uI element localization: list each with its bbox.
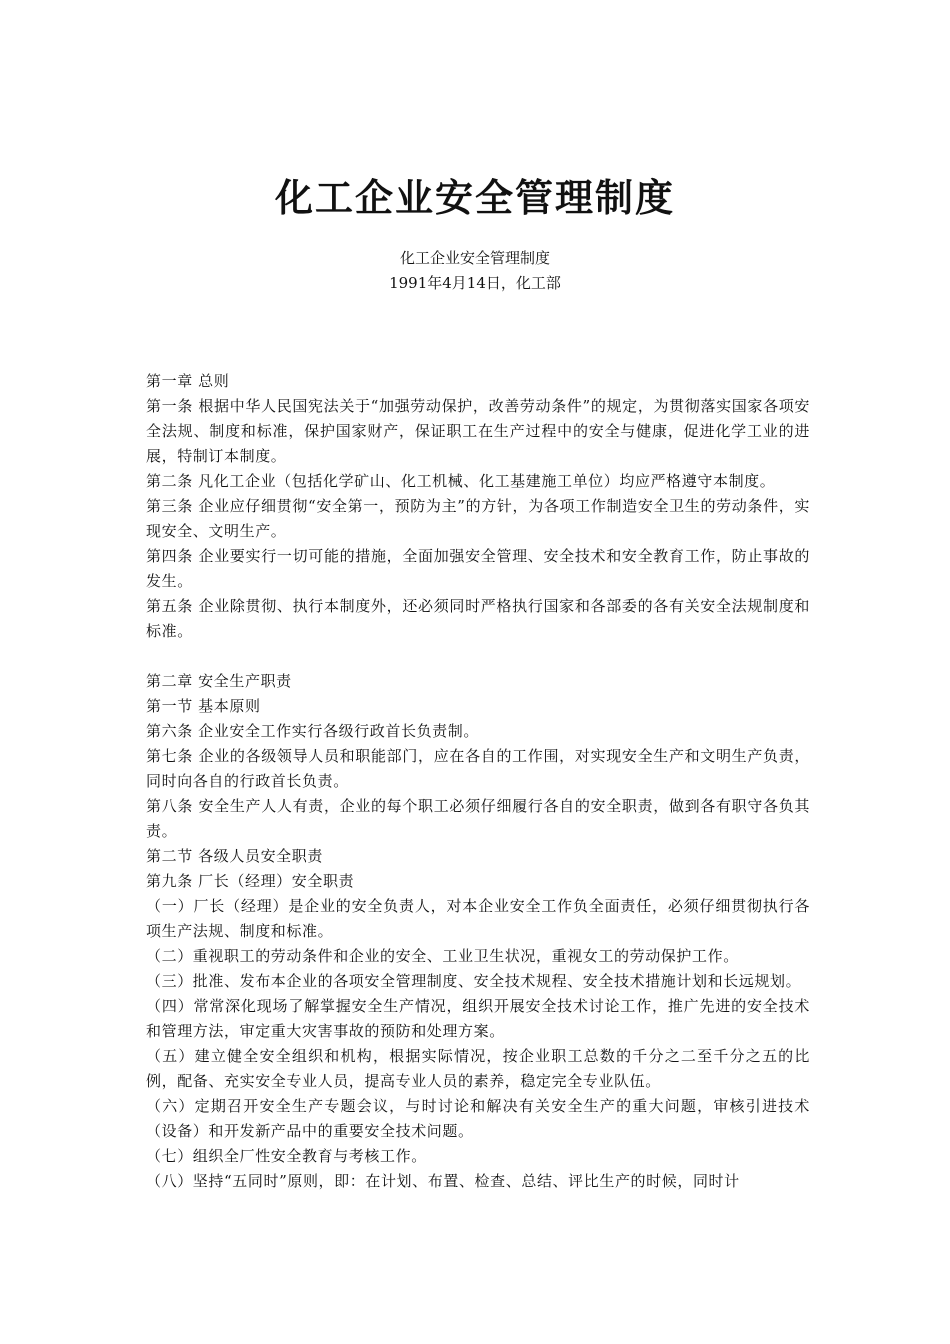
duty-item: （四）常常深化现场了解掌握安全生产情况，组织开展安全技术讨论工作，推广先进的安全技术和管理方法，审定重大灾害事故的预防和处理方案。 [146, 997, 810, 1040]
duty-item: （六）定期召开安全生产专题会议，与时讨论和解决有关安全生产的重大问题，审核引进技术（设备）和开发新产品中的重要安全技术问题。 [146, 1097, 810, 1140]
chapter-heading: 第二章 安全生产职责 [146, 672, 292, 690]
article-paragraph: 第二条 凡化工企业（包括化学矿山、化工机械、化工基建施工单位）均应严格遵守本制度。 [146, 472, 776, 490]
duty-item: （二）重视职工的劳动条件和企业的安全、工业卫生状况，重视女工的劳动保护工作。 [146, 947, 739, 965]
document-meta [0, 246, 950, 296]
document-date-issuer: 1991年4月14日，化工部 [389, 274, 561, 292]
article-paragraph: 第七条 企业的各级领导人员和职能部门，应在各自的工作围，对实现安全生产和文明生产负责，同时向各自的行政首长负责。 [146, 747, 810, 790]
duty-item: （三）批准、发布本企业的各项安全管理制度、安全技术规程、安全技术措施计划和长远规划。 [146, 972, 802, 990]
chapter-heading: 第一章 总则 [146, 372, 230, 390]
document-body [146, 369, 810, 1194]
article-paragraph: 第八条 安全生产人人有责，企业的每个职工必须仔细履行各自的安全职责，做到各有职守各负其责。 [146, 797, 810, 840]
article-paragraph: 第三条 企业应仔细贯彻“安全第一，预防为主”的方针，为各项工作制造安全卫生的劳动条件，实现安全、文明生产。 [146, 497, 810, 540]
article-paragraph: 第一条 根据中华人民国宪法关于“加强劳动保护，改善劳动条件”的规定，为贯彻落实国家各项安全法规、制度和标准，保护国家财产，保证职工在生产过程中的安全与健康，促进化学工业的进展，特制订本制度。 [146, 397, 810, 465]
duty-item: （一）厂长（经理）是企业的安全负责人，对本企业安全工作负全面责任，必须仔细贯彻执行各项生产法规、制度和标准。 [146, 897, 810, 940]
duty-item: （七）组织全厂性安全教育与考核工作。 [146, 1147, 427, 1165]
duty-item: （五）建立健全安全组织和机构，根据实际情况，按企业职工总数的千分之二至千分之五的比例，配备、充实安全专业人员，提高专业人员的素养，稳定完全专业队伍。 [146, 1047, 810, 1090]
article-paragraph: 第四条 企业要实行一切可能的措施，全面加强安全管理、安全技术和安全教育工作，防止事故的发生。 [146, 547, 810, 590]
document-title: 化工企业安全管理制度 [274, 175, 675, 220]
article-paragraph: 第六条 企业安全工作实行各级行政首长负责制。 [146, 722, 479, 740]
chapter-spacer [146, 644, 810, 669]
section-heading: 第二节 各级人员安全职责 [146, 847, 323, 865]
duty-item: （八）坚持“五同时”原则，即：在计划、布置、检查、总结、评比生产的时候，同时计 [146, 1172, 740, 1190]
article-paragraph: 第五条 企业除贯彻、执行本制度外，还必须同时严格执行国家和各部委的各有关安全法规制度和标准。 [146, 597, 810, 640]
section-heading: 第一节 基本原则 [146, 697, 261, 715]
document-subtitle: 化工企业安全管理制度 [399, 249, 550, 267]
article-heading: 第九条 厂长（经理）安全职责 [146, 872, 355, 890]
